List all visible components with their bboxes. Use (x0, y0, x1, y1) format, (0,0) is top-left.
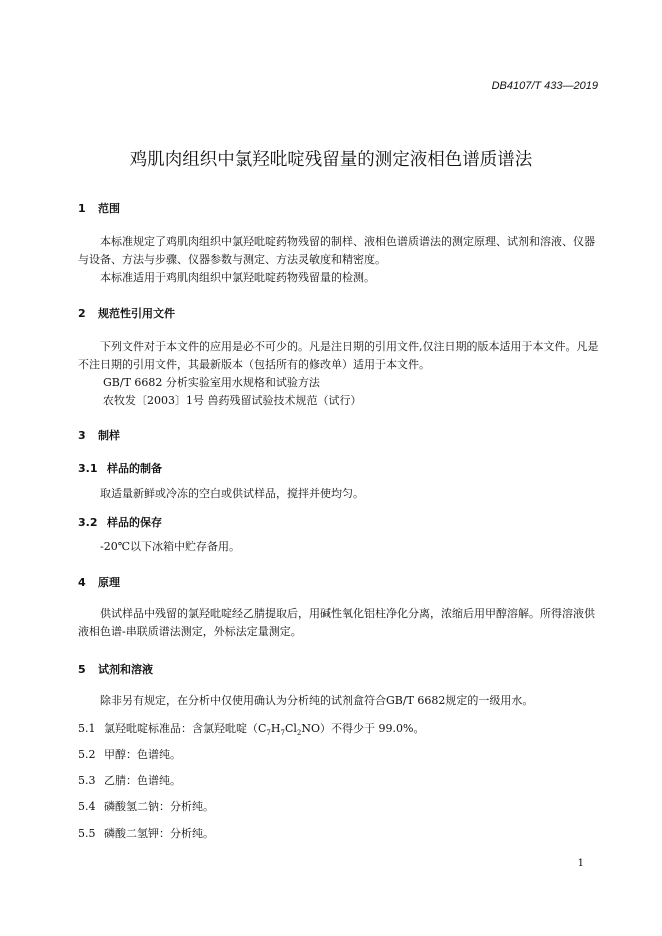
reagent-item-5-5 (78, 825, 214, 841)
item-number: 5.4 (78, 800, 96, 813)
paragraph-text: 除非另有规定，在分析中仅使用确认为分析纯的试剂盒符合GB/T 6682规定的一级用水。 (100, 694, 534, 707)
section-heading-principle (78, 574, 120, 590)
document-title: 鸡肌肉组织中氯羟吡啶残留量的测定液相色谱质谱法 (129, 150, 533, 170)
item-number: 5.2 (78, 748, 96, 761)
paragraph-text: 本标准规定了鸡肌肉组织中氯羟吡啶药物残留的制样、液相色谱质谱法的测定原理、试剂和溶液、仪器与设备、方法与步骤、仪器参数与测定、方法灵敏度和精密度。 (78, 235, 595, 266)
section-title: 范围 (98, 202, 120, 215)
section-title: 试剂和溶液 (98, 663, 153, 676)
section-number: 2 (78, 307, 86, 320)
reagents-paragraph (78, 692, 600, 710)
reagent-item-5-2 (78, 746, 181, 762)
section-title: 原理 (98, 576, 120, 589)
section-title: 规范性引用文件 (98, 307, 175, 320)
paragraph-text: 本标准适用于鸡肌肉组织中氯羟吡啶药物残留量的检测。 (100, 271, 375, 284)
subsection-number: 3.1 (78, 462, 98, 475)
reagent-item-5-3 (78, 772, 181, 788)
item-number: 5.5 (78, 827, 96, 840)
page-number: 1 (577, 858, 584, 869)
scope-paragraph-1 (78, 233, 600, 269)
item-number: 5.3 (78, 774, 96, 787)
section-number: 3 (78, 429, 86, 442)
paragraph-text: 供试样品中残留的氯羟吡啶经乙腈提取后，用碱性氧化铝柱净化分离，浓缩后用甲醇溶解。所得溶液供液相色谱-串联质谱法测定，外标法定量测定。 (78, 607, 595, 638)
principle-paragraph (78, 605, 600, 641)
paragraph-text: 取适量新鲜或冷冻的空白或供试样品，搅拌并使均匀。 (100, 487, 364, 500)
paragraph-text: -20℃以下冰箱中贮存备用。 (100, 540, 241, 553)
item-text: 磷酸二氢钾：分析纯。 (104, 827, 214, 840)
section-number: 1 (78, 202, 86, 215)
scope-paragraph-2 (78, 269, 600, 287)
subsection-text-3-1 (78, 485, 600, 503)
section-heading-normative-references (78, 305, 175, 321)
reagent-item-5-4 (78, 798, 214, 814)
reference-item-gbt6682: GB/T 6682 分析实验室用水规格和试验方法 (103, 376, 320, 389)
references-paragraph (78, 338, 600, 374)
section-heading-scope (78, 200, 120, 216)
item-text: 磷酸氢二钠：分析纯。 (104, 800, 214, 813)
subsection-heading-3-2 (78, 514, 162, 530)
paragraph-text: 下列文件对于本文件的应用是必不可少的。凡是注日期的引用文件,仅注日期的版本适用于本文件。凡是不注日期的引用文件，其最新版本（包括所有的修改单）适用于本文件。 (78, 340, 599, 371)
section-number: 4 (78, 576, 86, 589)
subsection-text-3-2 (78, 538, 600, 556)
section-title: 制样 (98, 429, 120, 442)
section-heading-sample-prep (78, 427, 120, 443)
item-text: 乙腈：色谱纯。 (104, 774, 181, 787)
section-heading-reagents (78, 661, 153, 677)
subsection-title: 样品的制备 (107, 462, 162, 475)
reagent-item-5-1 (78, 720, 424, 737)
subsection-title: 样品的保存 (107, 516, 162, 529)
item-number: 5.1 (78, 722, 96, 735)
subsection-heading-3-1 (78, 460, 162, 476)
item-text: 甲醇：色谱纯。 (104, 748, 181, 761)
document-number: DB4107/T 433—2019 (491, 80, 598, 92)
reference-item-nongmufa: 农牧发〔2003〕1号 兽药残留试验技术规范（试行） (103, 394, 362, 407)
item-text: 氯羟吡啶标准品：含氯羟吡啶$(C_7H_7Cl_2NO)$不得少于 99.0%。 (104, 722, 425, 738)
section-number: 5 (78, 663, 86, 676)
subsection-number: 3.2 (78, 516, 98, 529)
